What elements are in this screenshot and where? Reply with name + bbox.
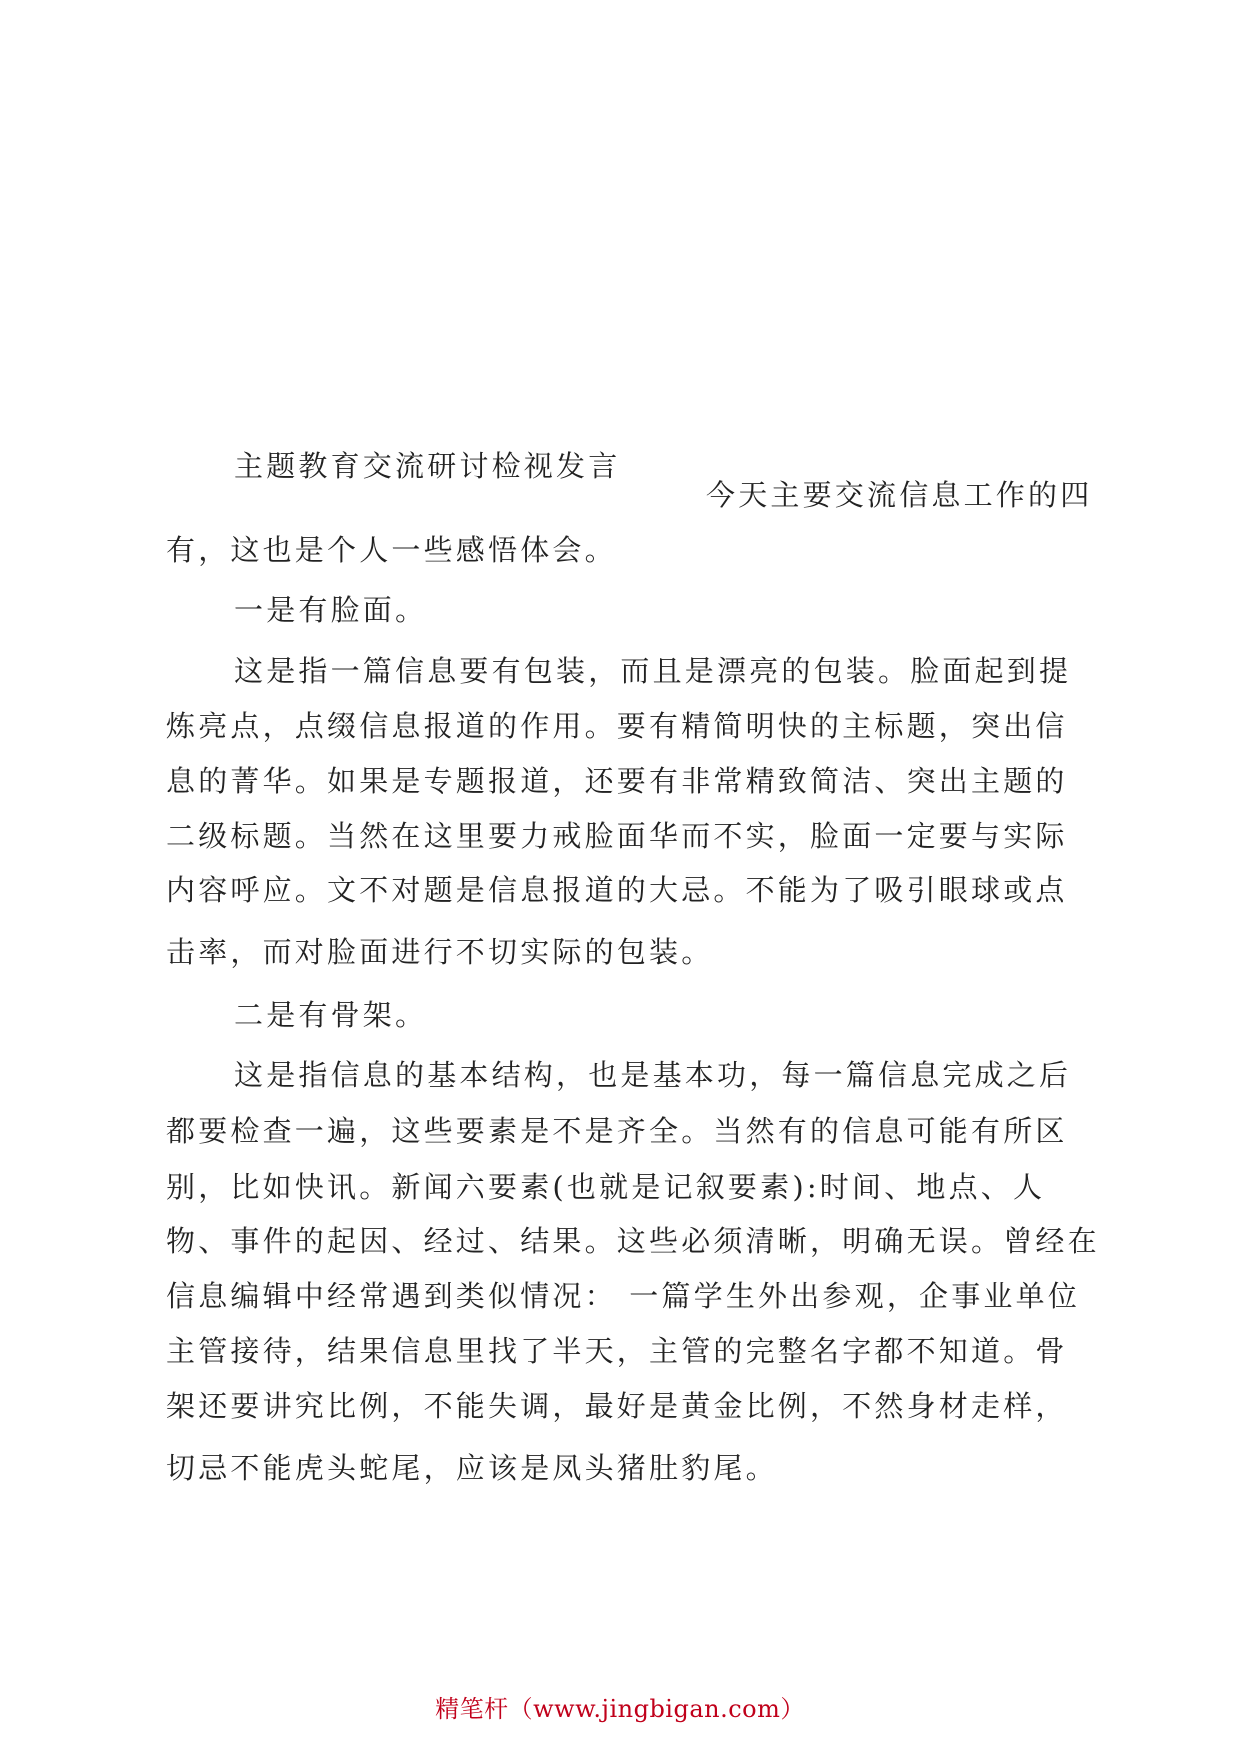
intro-line-1: 今天主要交流信息工作的四 [706,478,1093,512]
intro-line-2: 有，这也是个人一些感悟体会。 [166,533,617,567]
section1-heading: 一是有脸面。 [234,593,428,627]
section1-line: 炼亮点，点缀信息报道的作用。要有精简明快的主标题，突出信 [166,709,1068,743]
section2-heading: 二是有骨架。 [234,998,428,1032]
section1-line: 内容呼应。文不对题是信息报道的大忌。不能为了吸引眼球或点 [166,873,1068,907]
section2-line: 这是指信息的基本结构，也是基本功，每一篇信息完成之后 [234,1058,1072,1092]
section2-line: 主管接待，结果信息里找了半天，主管的完整名字都不知道。骨 [166,1334,1068,1368]
footer-watermark: 精笔杆（www.jingbigan.com） [435,1695,805,1723]
section2-line: 物、事件的起因、经过、结果。这些必须清晰，明确无误。曾经在 [166,1224,1100,1258]
section2-line: 切忌不能虎头蛇尾，应该是凤头猪肚豹尾。 [166,1451,778,1485]
section1-line: 击率，而对脸面进行不切实际的包装。 [166,935,714,969]
section2-line: 架还要讲究比例，不能失调，最好是黄金比例，不然身材走样， [166,1389,1068,1423]
section1-line: 息的菁华。如果是专题报道，还要有非常精致简洁、突出主题的 [166,764,1068,798]
section1-line: 二级标题。当然在这里要力戒脸面华而不实，脸面一定要与实际 [166,819,1068,853]
document-title: 主题教育交流研讨检视发言 [234,449,621,483]
section2-line: 信息编辑中经常遇到类似情况： 一篇学生外出参观，企事业单位 [166,1279,1081,1313]
section2-line: 别，比如快讯。新闻六要素(也就是记叙要素):时间、地点、人 [166,1170,1046,1204]
section2-line: 都要检查一遍，这些要素是不是齐全。当然有的信息可能有所区 [166,1114,1068,1148]
section1-line: 这是指一篇信息要有包装，而且是漂亮的包装。脸面起到提 [234,654,1072,688]
